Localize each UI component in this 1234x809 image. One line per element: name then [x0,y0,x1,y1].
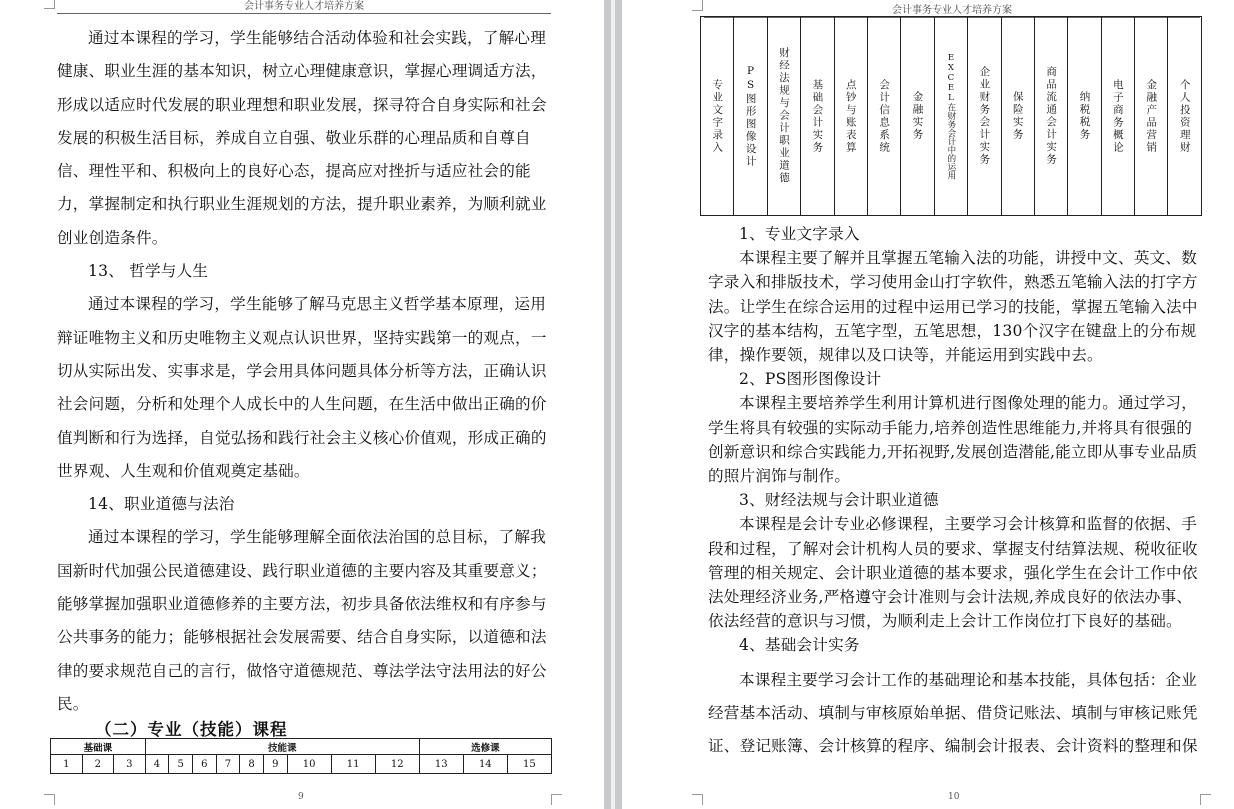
section-heading: 14、职业道德与法治 [88,495,235,514]
table-cell [867,17,900,216]
crop-mark [692,0,703,11]
table-cell: 12 [375,755,419,774]
table-cell: 1 [51,755,83,774]
course-category-table [50,738,552,774]
course-name: 电子商务概论 [1111,78,1124,154]
paragraph: 本课程主要学习会计工作的基础理论和基本技能，具体包括：企业经营基本活动、填制与审核原始单据、借贷记账法、填制与审核记账凭证、登记账簿、会计核算的程序、编制会计报表、会计资料的整理和保 [708,670,1198,755]
course-name: 个人投资理财 [1178,78,1191,154]
course-name: 企业财务会计实务 [978,66,991,166]
table-cell: 3 [114,755,146,774]
table-cell [701,17,734,216]
paragraph: 通过本课程的学习，学生能够了解马克思主义哲学基本原理，运用辩证唯物主义和历史唯物主义观点认识世界，坚持实践第一的观点，一切从实际出发、实事求是，学会用具体问题具体分析等方法，正确认识社会问题，分析和处理个人成长中的人生问题，在生活中做出正确的价值判断和行为选择，自觉弘扬和践行社会主义核心价值观，形成正确的世界观、人生观和价值观奠定基础。 [57,295,547,480]
crop-mark [551,794,562,805]
paragraph: 通过本课程的学习，学生能够结合活动体验和社会实践，了解心理健康、职业生涯的基本知识，树立心理健康意识，掌握心理调适方法，形成以适应时代发展的职业理想和职业发展，探寻符合自身实际和社会发展的积极生活目标，养成自立自强、敬业乐群的心理品质和自尊自信、理性平和、积极向上的良好心态，提高应对挫折与适应社会的能力，掌握制定和执行职业生涯规划的方法，提升职业素养，为顺利就业创业创造条件。 [57,29,547,247]
table-cell: 6 [192,755,216,774]
section-heading: 13、 哲学与人生 [88,262,209,281]
table-cell [834,17,867,216]
table-cell [1034,17,1067,216]
document-page-9 [0,0,604,809]
page-number: 9 [298,792,304,802]
crop-mark [1200,794,1211,805]
table-cell [1068,17,1101,216]
page-header: 会计事务专业人才培养方案 [704,1,1200,18]
table-cell [901,17,934,216]
paragraph: 本课程主要了解并且掌握五笔输入法的功能，讲授中文、英文、数字录入和排版技术，学习使用金山打字软件，熟悉五笔输入法的打字方法。让学生在综合运用的过程中运用已学习的技能，掌握五笔输入法中汉字的基本结构，五笔字型，五笔思想，130个汉字在键盘上的分布规律，操作要领，规律以及口诀等，并能运用到实践中去。 [708,249,1198,365]
course-name: 保险实务 [1011,91,1024,141]
page-header: 会计事务专业人才培养方案 [57,0,551,14]
course-list-table [700,16,1202,216]
table-cell: 10 [287,755,331,774]
table-cell [1168,17,1202,216]
table-cell: 15 [507,755,551,774]
table-cell: 11 [331,755,375,774]
table-cell [734,17,767,216]
crop-mark [692,794,703,805]
crop-mark [44,794,55,805]
course-name: 金融实务 [911,91,924,141]
table-cell [767,17,800,216]
table-cell [1101,17,1134,216]
course-name: 专业文字录入 [711,78,724,154]
table-cell [934,17,967,216]
table-header-cell: 技能课 [145,739,419,755]
section-heading: 3、财经法规与会计职业道德 [739,491,939,510]
table-cell: 4 [145,755,169,774]
table-cell: 9 [263,755,287,774]
table-cell: 5 [169,755,193,774]
paragraph: 通过本课程的学习，学生能够理解全面依法治国的总目标，了解我国新时代加强公民道德建设、践行职业道德的主要内容及其重要意义；能够掌握加强职业道德修养的主要方法，初步具备依法维权和有序参与公共事务的能力；能够根据社会发展需要、结合自身实际，以道德和法律的要求规范自己的言行，做恪守道德规范、尊法学法守法用法的好公民。 [57,528,547,713]
table-header-cell: 选修课 [419,739,551,755]
document-page-10 [622,0,1234,809]
table-cell [1135,17,1168,216]
page-gutter [604,0,622,809]
table-header-cell: 基础课 [51,739,146,755]
course-name: 点钞与账表算 [844,78,857,154]
paragraph: 本课程主要培养学生利用计算机进行图像处理的能力。通过学习，学生将具有较强的实际动手能力,培养创造性思维能力,并将具有很强的创新意识和综合实践能力,开拓视野,发展创造潜能,能立即从事专业品质的照片润饰与制作。 [708,394,1198,486]
page-body [708,222,1200,763]
course-name: 财经法规与会计职业道德 [777,47,790,185]
table-cell [801,17,834,216]
course-name: 纳税税务 [1078,91,1091,141]
table-cell: 13 [419,755,463,774]
table-cell: 8 [240,755,264,774]
paragraph: 本课程是会计专业必修课程，主要学习会计核算和监督的依据、手段和过程，了解对会计机构人员的要求、掌握支付结算法规、税收征收管理的相关规定、会计职业道德的基本要求，强化学生在会计工作中依法处理经济业务,严格遵守会计准则与会计法规,养成良好的依法办事、依法经营的意识与习惯，为顺利走上会计工作岗位打下良好的基础。 [708,515,1198,631]
page-number: 10 [948,792,960,802]
table-cell: 7 [216,755,240,774]
course-name: EXCEL在财务会计中的运用 [945,52,956,180]
table-cell: 14 [463,755,507,774]
page-body [57,22,551,721]
course-name: 基础会计实务 [811,78,824,154]
crop-mark [44,0,55,9]
course-name: PS图形图像设计 [744,64,757,168]
course-name: 商品流通会计实务 [1045,66,1058,166]
table-cell [968,17,1001,216]
section-title: （二）专业（技能）课程 [95,720,288,739]
section-heading: 1、专业文字录入 [739,225,860,243]
course-name: 金融产品营销 [1145,78,1158,154]
section-heading: 2、PS图形图像设计 [739,370,882,389]
table-cell [1001,17,1034,216]
table-cell: 2 [82,755,114,774]
section-heading: 4、基础会计实务 [739,636,860,655]
course-name: 会计信息系统 [878,78,891,154]
